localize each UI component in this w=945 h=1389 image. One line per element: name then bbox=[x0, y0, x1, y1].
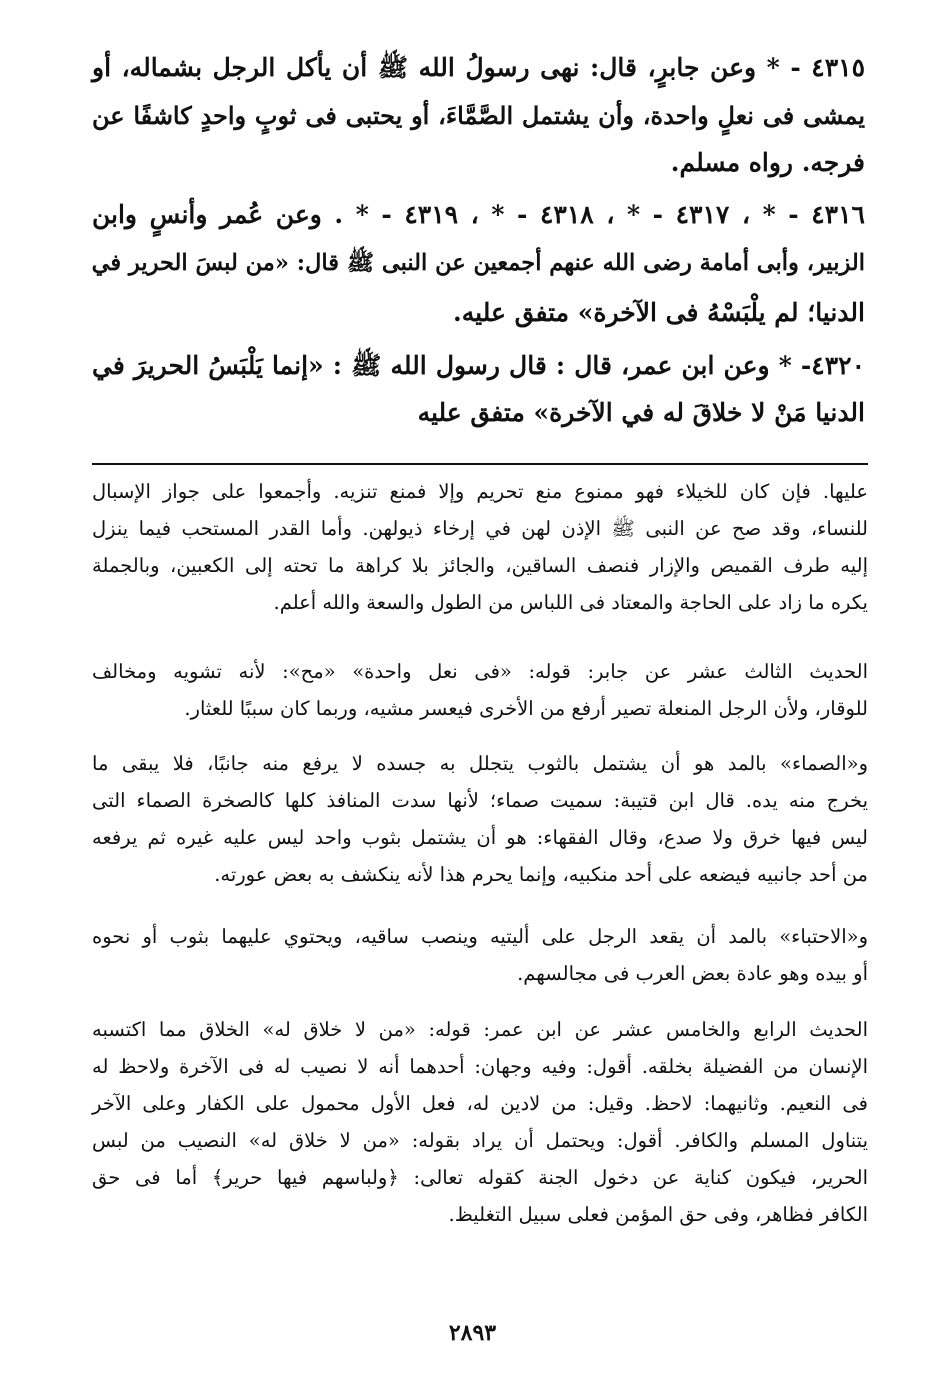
hadith-line: ٤٣١٥ - * وعن جابرٍ، قال: نهى رسولُ الله ﷺ أن يأكل الرجل بشماله، أو bbox=[92, 53, 865, 82]
commentary-line: الحديث الرابع والخامس عشر عن ابن عمر: قوله: «من لا خلاق له» الخلاق مما اكتسبه bbox=[92, 1018, 868, 1041]
footnote-divider bbox=[92, 463, 868, 465]
commentary-line: يخرج منه يده. قال ابن قتيبة: سميت صماء؛ لأنها سدت المنافذ كلها كالصخرة الصماء التى bbox=[92, 789, 868, 812]
hadith-line: الدنيا؛ لم يلْبَسْهُ فى الآخرة» متفق عليه. bbox=[453, 298, 865, 327]
commentary-hadith-14-15 bbox=[92, 1018, 868, 1258]
commentary-line: فى النعيم. وثانيهما: لاحظ. وقيل: من لادين له، فعل الأول محمول على الكفار وعلى الآخر bbox=[92, 1092, 868, 1115]
commentary-line: عليها. فإن كان للخيلاء فهو ممنوع منع تحريم وإلا فمنع تنزيه. وأجمعوا على جواز الإسبال bbox=[92, 480, 868, 503]
hadith-4316-4319 bbox=[92, 200, 865, 340]
commentary-samma bbox=[92, 752, 868, 912]
commentary-line: و«الاحتباء» بالمد أن يقعد الرجل على أليتيه وينصب ساقيه، ويحتوي عليهما بثوب أو نحوه bbox=[92, 925, 868, 948]
hadith-line: الدنيا مَنْ لا خلاقَ له في الآخرة» متفق عليه bbox=[417, 398, 865, 427]
hadith-4320 bbox=[92, 350, 865, 440]
commentary-line: يتناول المسلم والكافر. أقول: ويحتمل أن يراد بقوله: «من لا خلاق له» النصيب من لبس bbox=[92, 1129, 868, 1152]
commentary-line: للوقار، ولأن الرجل المنعلة تصير أرفع من الأخرى فيعسر مشيه، وربما كان سببًا للعثار. bbox=[184, 697, 868, 720]
commentary-line: ليس فيها خرق ولا صدع، وقال الفقهاء: هو أن يشتمل بثوب واحد ليس عليه غيره ثم يرفعه bbox=[92, 826, 868, 849]
commentary-line: الحرير، فيكون كناية عن دخول الجنة كقوله تعالى: ﴿ولباسهم فيها حرير﴾ أما فى حق bbox=[92, 1166, 868, 1189]
commentary-line: أو بيده وهو عادة بعض العرب فى مجالسهم. bbox=[517, 962, 868, 985]
commentary-line: يكره ما زاد على الحاجة والمعتاد فى اللباس من الطول والسعة والله أعلم. bbox=[273, 591, 868, 614]
commentary-ihtiba bbox=[92, 925, 868, 1005]
commentary-isbal bbox=[92, 480, 868, 640]
commentary-line: من أحد جانبيه فيضعه على أحد منكبيه، وإنما يحرم هذا لأنه ينكشف به بعض عورته. bbox=[214, 863, 868, 886]
hadith-line: ٤٣١٦ - * ، ٤٣١٧ - * ، ٤٣١٨ - * ، ٤٣١٩ - * . وعن عُمر وأنسٍ وابن bbox=[92, 200, 865, 229]
hadith-line: الزبير، وأبى أمامة رضى الله عنهم أجمعين عن النبى ﷺ قال: «من لبسَ الحرير في bbox=[91, 250, 865, 276]
hadith-4315 bbox=[92, 52, 865, 182]
hadith-line: فرجه. رواه مسلم. bbox=[670, 148, 865, 177]
hadith-line: ٤٣٢٠- * وعن ابن عمر، قال : قال رسول الله ﷺ : «إنما يَلْبَسُ الحريرَ في bbox=[92, 351, 865, 380]
hadith-line: يمشى فى نعلٍ واحدة، وأن يشتمل الصَّمَّاءَ، أو يحتبى فى ثوبٍ واحدٍ كاشفًا عن bbox=[92, 101, 865, 130]
commentary-hadith-13 bbox=[92, 660, 868, 740]
commentary-line: الحديث الثالث عشر عن جابر: قوله: «فى نعل واحدة» «مح»: لأنه تشويه ومخالف bbox=[92, 660, 868, 683]
page-number: ٢٨٩٣ bbox=[448, 1320, 497, 1346]
commentary-line: الكافر فظاهر، وفى حق المؤمن فعلى سبيل التغليظ. bbox=[448, 1203, 868, 1226]
commentary-line: و«الصماء» بالمد هو أن يشتمل بالثوب يتجلل به جسده لا يرفع منه جانبًا، فلا يبقى ما bbox=[92, 752, 868, 775]
commentary-line: للنساء، وقد صح عن النبى ﷺ الإذن لهن في إرخاء ذيولهن. وأما القدر المستحب فيما ينزل bbox=[92, 517, 868, 540]
commentary-line: إليه طرف القميص والإزار فنصف الساقين، والجائز بلا كراهة ما تحته إلى الكعبين، وبالجملة bbox=[92, 554, 868, 577]
commentary-line: الإنسان من الفضيلة بخلقه. أقول: وفيه وجهان: أحدهما أنه لا نصيب له فى الآخرة ولاحظ له bbox=[92, 1055, 868, 1078]
